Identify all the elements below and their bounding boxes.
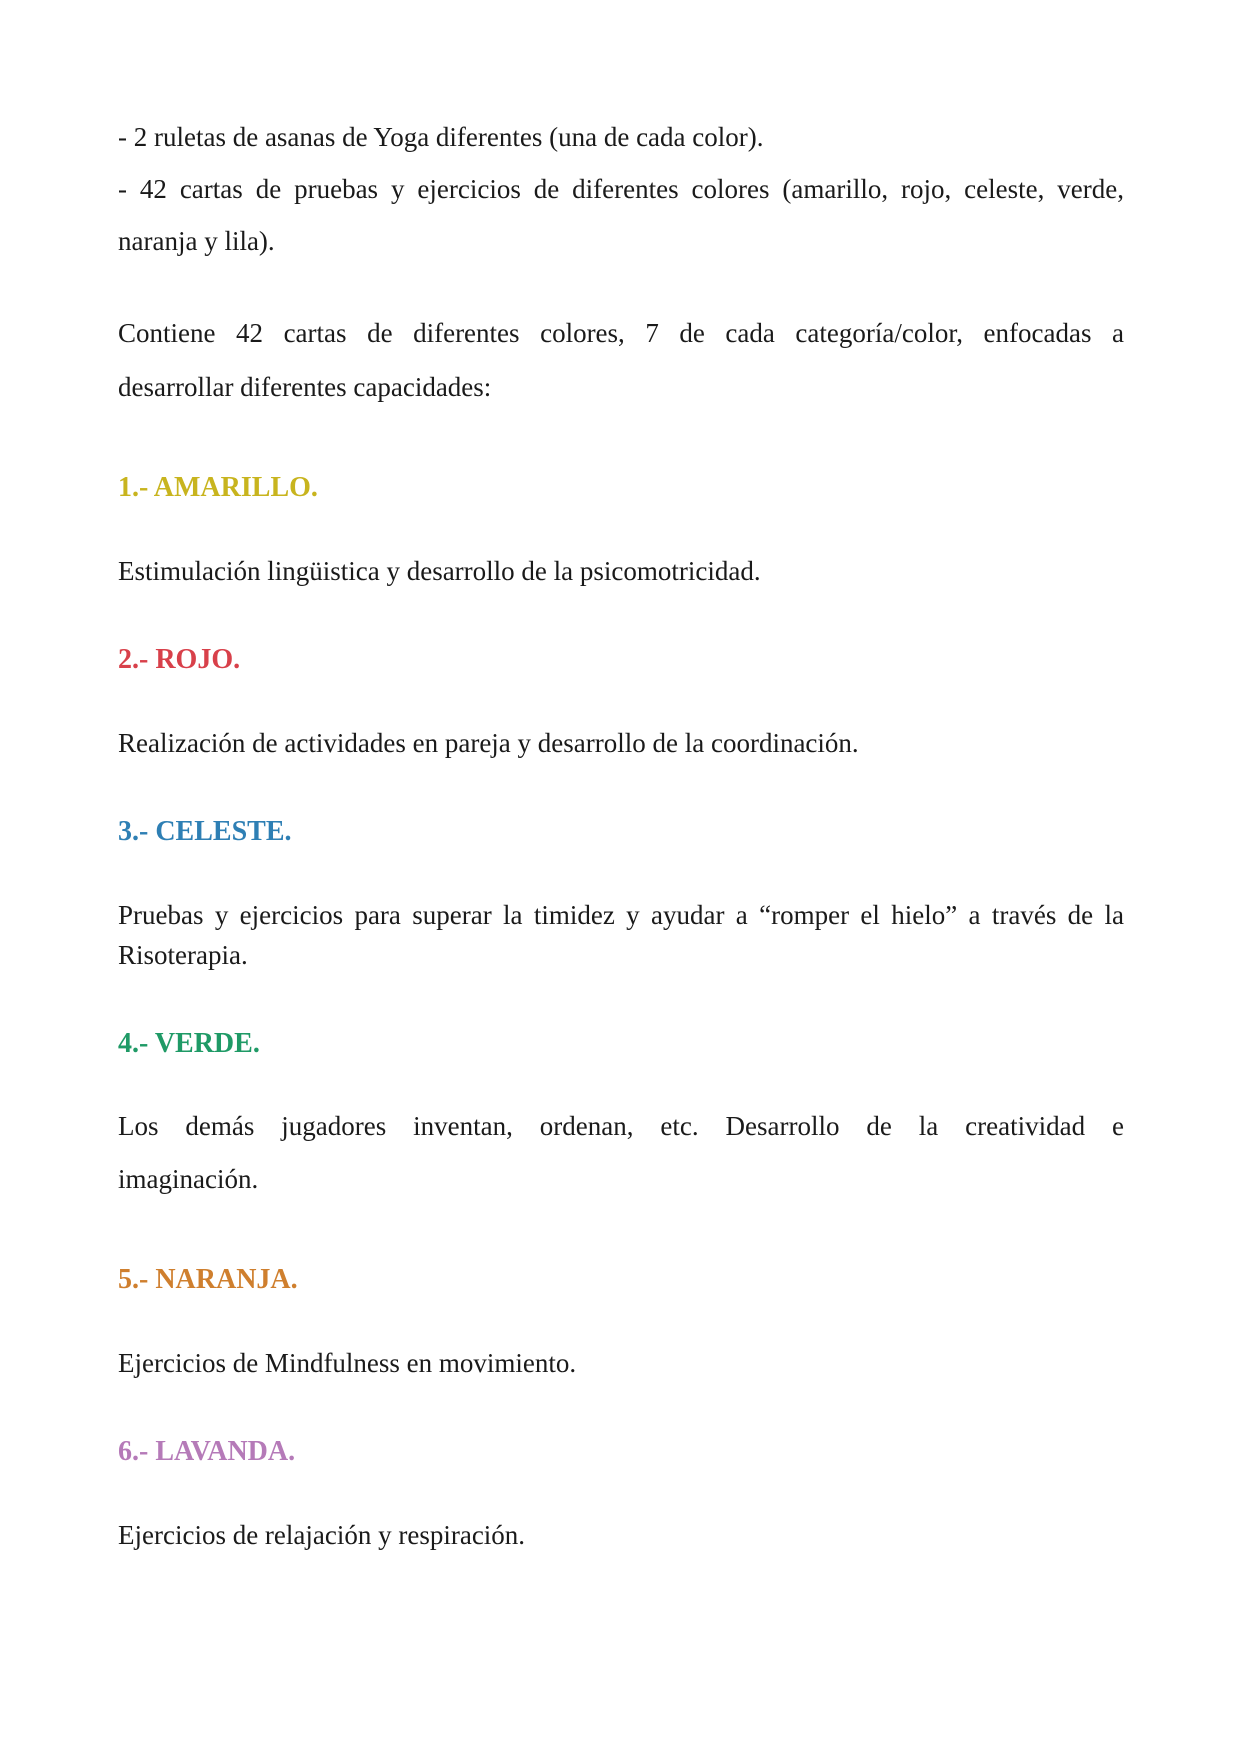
section-heading-lavanda: 6.- LAVANDA. [118, 1436, 296, 1467]
section-heading-amarillo: 1.- AMARILLO. [118, 472, 318, 503]
section-heading-verde: 4.- VERDE. [118, 1028, 260, 1059]
section-desc-celeste-line2: Risoterapia. [118, 940, 248, 970]
section-heading-rojo: 2.- ROJO. [118, 644, 241, 675]
intro-contiene-line1: Contiene 42 cartas de diferentes colores, 7 de cada categoría/color, enfocadas a [118, 318, 1124, 348]
section-desc-verde-line1: Los demás jugadores inventan, ordenan, etc. Desarrollo de la creatividad e [118, 1111, 1124, 1141]
section-desc-verde-line2: imaginación. [118, 1164, 259, 1194]
section-heading-celeste: 3.- CELESTE. [118, 816, 292, 847]
section-desc-naranja: Ejercicios de Mindfulness en movimiento. [118, 1348, 577, 1378]
intro-bullet-cards-line2: naranja y lila). [118, 226, 275, 256]
section-desc-rojo: Realización de actividades en pareja y desarrollo de la coordinación. [118, 728, 859, 758]
intro-bullet-roulettes: - 2 ruletas de asanas de Yoga diferentes (una de cada color). [118, 122, 764, 152]
section-desc-amarillo: Estimulación lingüistica y desarrollo de la psicomotricidad. [118, 556, 761, 586]
intro-bullet-cards-line1: - 42 cartas de pruebas y ejercicios de diferentes colores (amarillo, rojo, celeste, verde, [118, 174, 1124, 204]
section-desc-celeste-line1: Pruebas y ejercicios para superar la timidez y ayudar a “romper el hielo” a través de la [118, 900, 1124, 930]
section-desc-lavanda: Ejercicios de relajación y respiración. [118, 1520, 526, 1550]
section-heading-naranja: 5.- NARANJA. [118, 1264, 298, 1295]
intro-contiene-line2: desarrollar diferentes capacidades: [118, 372, 492, 402]
